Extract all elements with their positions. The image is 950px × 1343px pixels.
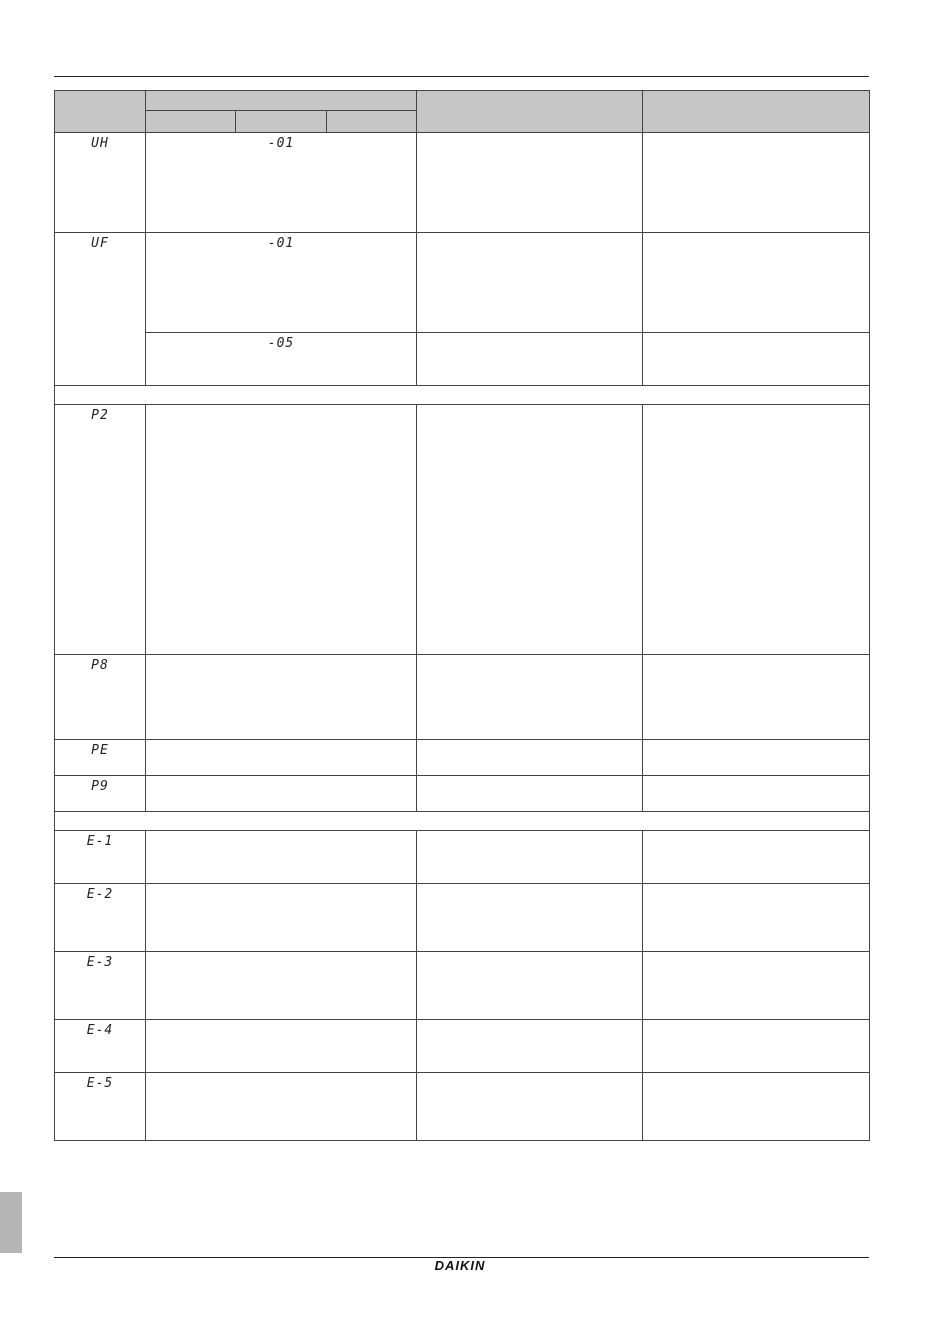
table-row xyxy=(55,884,870,952)
error-code: E-2 xyxy=(86,887,114,902)
header-sub-3 xyxy=(327,111,417,133)
header-group-cell xyxy=(146,91,417,111)
header-sub-2 xyxy=(236,111,327,133)
error-code: P2 xyxy=(91,408,109,423)
header-code-cell xyxy=(55,91,146,133)
error-code: P9 xyxy=(91,779,109,794)
table-row xyxy=(55,405,870,655)
table-row xyxy=(55,740,870,776)
error-code: UH xyxy=(91,136,109,151)
table-row xyxy=(55,776,870,812)
sub-code: -05 xyxy=(267,336,295,351)
section-row xyxy=(55,812,870,831)
sub-code: -01 xyxy=(267,136,295,151)
error-code: PE xyxy=(91,743,109,758)
error-code: E-1 xyxy=(86,834,114,849)
table-row xyxy=(55,1073,870,1141)
sub-code: -01 xyxy=(267,236,295,251)
table-row xyxy=(55,655,870,740)
header-col-3 xyxy=(417,91,643,133)
table-row xyxy=(55,133,870,233)
error-code-table xyxy=(54,90,870,1141)
table-row xyxy=(55,831,870,884)
error-code: UF xyxy=(91,236,109,251)
table-row xyxy=(55,1020,870,1073)
daikin-logo: DAIKIN xyxy=(434,1258,486,1273)
error-code: P8 xyxy=(91,658,109,673)
error-code: E-5 xyxy=(86,1076,114,1091)
error-code: E-3 xyxy=(86,955,114,970)
table-row xyxy=(55,233,870,333)
header-sub-1 xyxy=(146,111,236,133)
header-col-4 xyxy=(643,91,870,133)
section-row xyxy=(55,386,870,405)
chapter-tab xyxy=(0,1192,22,1253)
table-row xyxy=(55,952,870,1020)
header-rule xyxy=(54,76,869,77)
table-row xyxy=(55,333,870,386)
error-code: E-4 xyxy=(86,1023,114,1038)
